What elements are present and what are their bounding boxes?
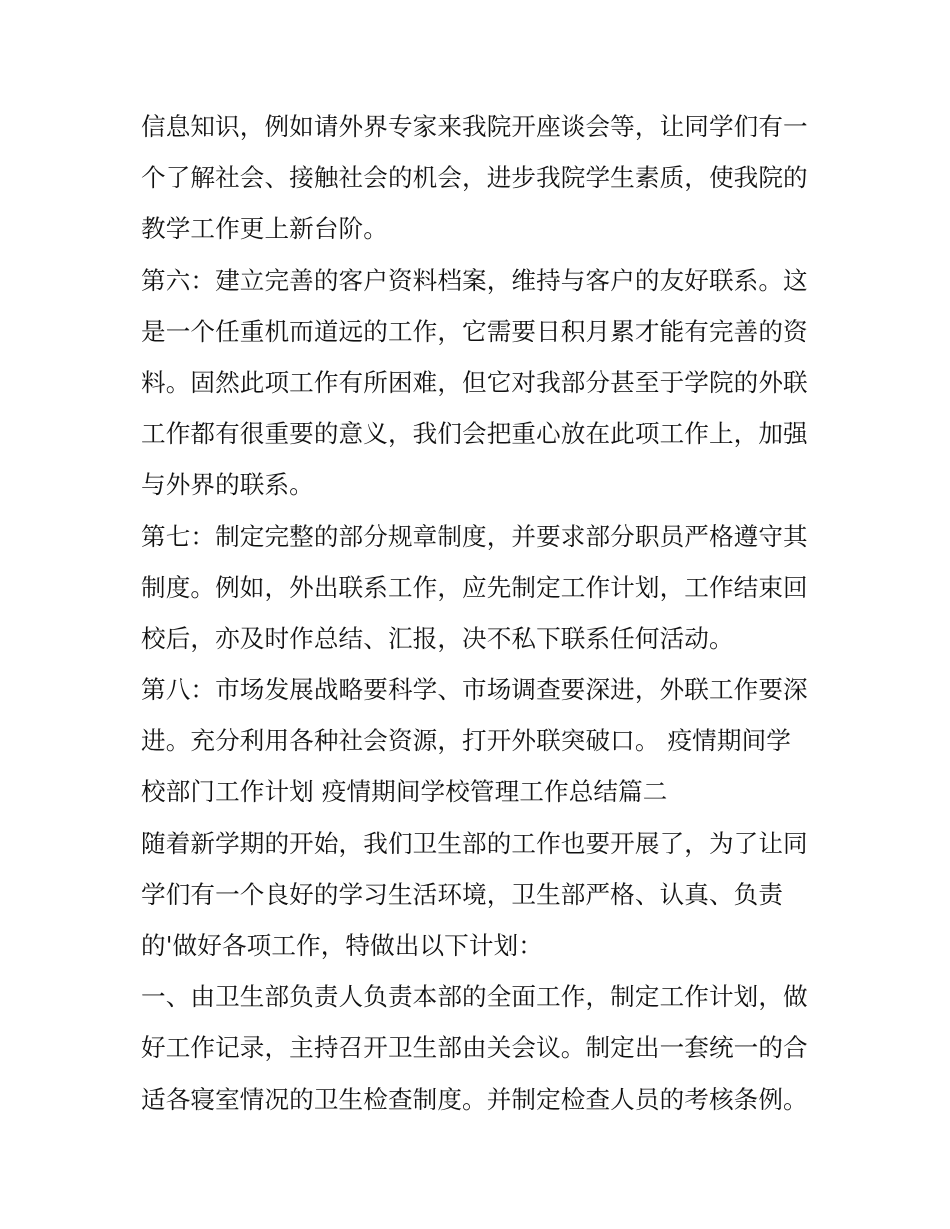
text-line: 工作都有很重要的意义，我们会把重心放在此项工作上，加强	[141, 419, 808, 449]
text-line: 料。固然此项工作有所困难，但它对我部分甚至于学院的外联	[141, 367, 808, 397]
text-line: 个了解社会、接触社会的机会，进步我院学生素质，使我院的	[141, 163, 808, 193]
text-line: 第八：市场发展战略要科学、市场调查要深进，外联工作要深	[141, 675, 808, 705]
text-line: 的'做好各项工作，特做出以下计划：	[141, 931, 543, 960]
text-line: 与外界的联系。	[141, 470, 314, 500]
text-line: 是一个任重机而道远的工作，它需要日积月累才能有完善的资	[141, 316, 808, 346]
text-line: 校后，亦及时作总结、汇报，决不私下联系任何活动。	[141, 623, 734, 653]
text-line: 信息知识，例如请外界专家来我院开座谈会等，让同学们有一	[141, 112, 808, 141]
text-line: 制度。例如，外出联系工作，应先制定工作计划，工作结束回	[141, 572, 808, 602]
text-line: 学们有一个良好的学习生活环境，卫生部严格、认真、负责	[141, 879, 784, 909]
text-line: 第七：制定完整的部分规章制度，并要求部分职员严格遵守其	[141, 521, 808, 551]
text-line: 好工作记录，主持召开卫生部由关会议。制定出一套统一的合	[141, 1033, 808, 1063]
text-line: 校部门工作计划 疫情期间学校管理工作总结篇二	[141, 777, 668, 807]
text-line: 教学工作更上新台阶。	[141, 214, 388, 244]
text-line: 适各寝室情况的卫生检查制度。并制定检查人员的考核条例。	[141, 1084, 808, 1114]
text-line: 第六：建立完善的客户资料档案，维持与客户的友好联系。这	[141, 265, 808, 295]
text-line: 进。充分利用各种社会资源，打开外联突破口。 疫情期间学	[141, 726, 791, 756]
text-line: 一、由卫生部负责人负责本部的全面工作，制定工作计划，做	[141, 982, 808, 1012]
body-text	[141, 101, 821, 1125]
text-line: 随着新学期的开始，我们卫生部的工作也要开展了，为了让同	[141, 828, 808, 858]
